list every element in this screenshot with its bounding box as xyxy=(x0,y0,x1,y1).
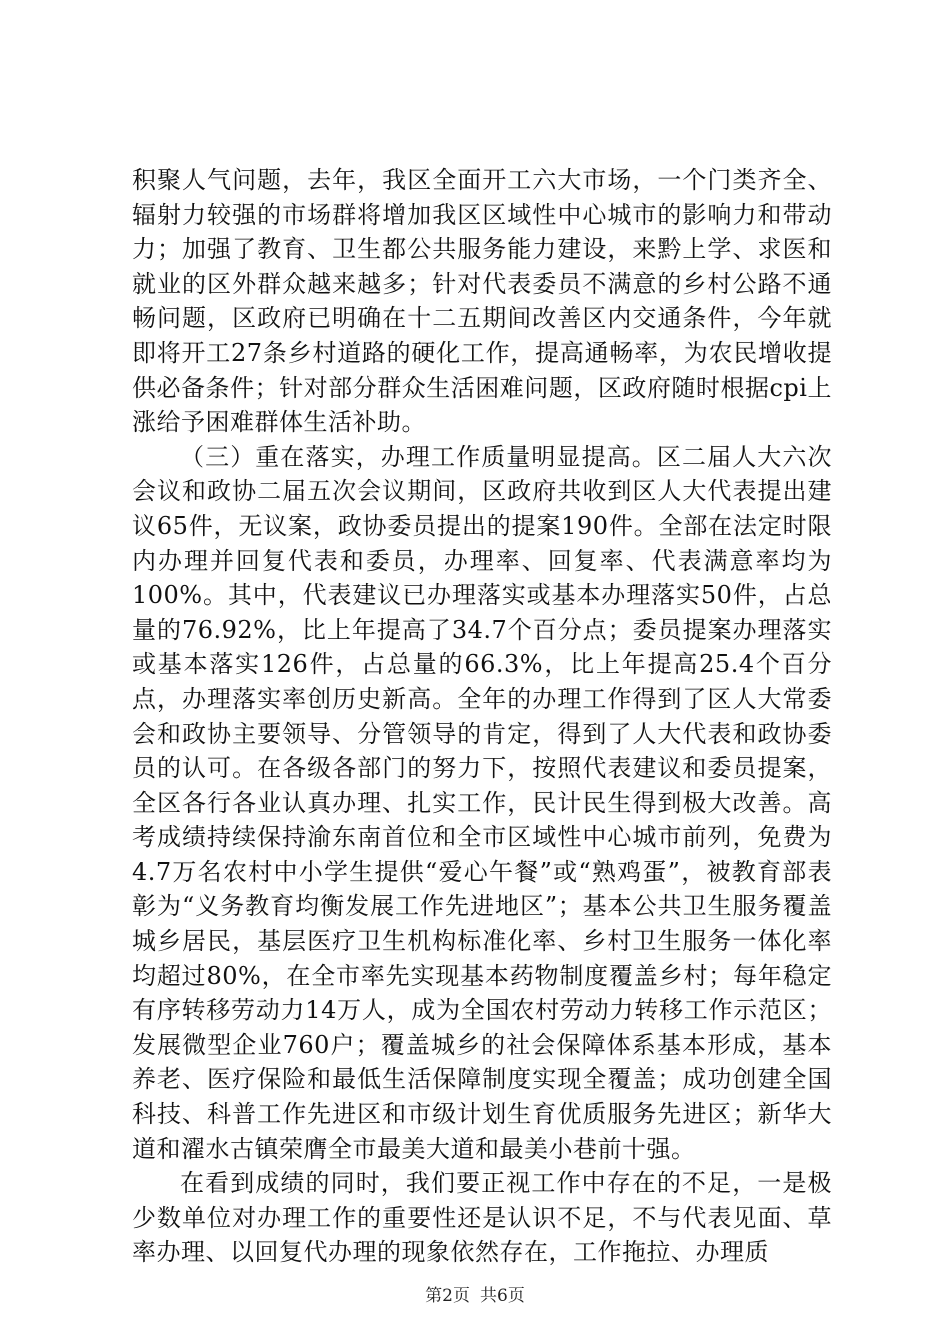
paragraph-section-three: （三）重在落实，办理工作质量明显提高。区二届人大六次会议和政协二届五次会议期间，区政府共收到区人大代表提出建议65件，无议案，政协委员提出的提案190件。全部在法定时限内办理并回复代表和委员，办理率、回复率、代表满意率均为100%。其中，代表建议已办理落实或基本办理落实50件，占总量的76.92%，比上年提高了34.7个百分点；委员提案办理落实或基本落实126件，占总量的66.3%，比上年提高25.4个百分点，办理落实率创历史新高。全年的办理工作得到了区人大常委会和政协主要领导、分管领导的肯定，得到了人大代表和政协委员的认可。在各级各部门的努力下，按照代表建议和委员提案，全区各行各业认真办理、扎实工作，民计民生得到极大改善。高考成绩持续保持渝东南首位和全市区域性中心城市前列，免费为4.7万名农村中小学生提供“爱心午餐”或“熟鸡蛋”，被教育部表彰为“义务教育均衡发展工作先进地区”；基本公共卫生服务覆盖城乡居民，基层医疗卫生机构标准化率、乡村卫生服务一体化率均超过80%，在全市率先实现基本药物制度覆盖乡村；每年稳定有序转移劳动力14万人，成为全国农村劳动力转移工作示范区；发展微型企业760户；覆盖城乡的社会保障体系基本形成，基本养老、医疗保险和最低生活保障制度实现全覆盖；成功创建全国科技、科普工作先进区和市级计划生育优质服务先进区；新华大道和濯水古镇荣膺全市最美大道和最美小巷前十强。 xyxy=(132,442,832,1163)
paragraph-continuation: 积聚人气问题，去年，我区全面开工六大市场，一个门类齐全、辐射力较强的市场群将增加我区区域性中心城市的影响力和带动力；加强了教育、卫生都公共服务能力建设，来黔上学、求医和就业的区外群众越来越多；针对代表委员不满意的乡村公路不通畅问题，区政府已明确在十二五期间改善区内交通条件，今年就即将开工27条乡村道路的硬化工作，提高通畅率，为农民增收提供必备条件；针对部分群众生活困难问题，区政府随时根据cpi上涨给予困难群体生活补助。 xyxy=(132,166,832,437)
paragraph-shortcomings: 在看到成绩的同时，我们要正视工作中存在的不足，一是极少数单位对办理工作的重要性还是认识不足，不与代表见面、草率办理、以回复代办理的现象依然存在，工作拖拉、办理质 xyxy=(132,1169,832,1267)
document-body xyxy=(132,163,832,1270)
page-footer xyxy=(0,1281,950,1306)
page-number: 第2页 xyxy=(425,1286,470,1306)
page-total: 共6页 xyxy=(480,1286,525,1306)
